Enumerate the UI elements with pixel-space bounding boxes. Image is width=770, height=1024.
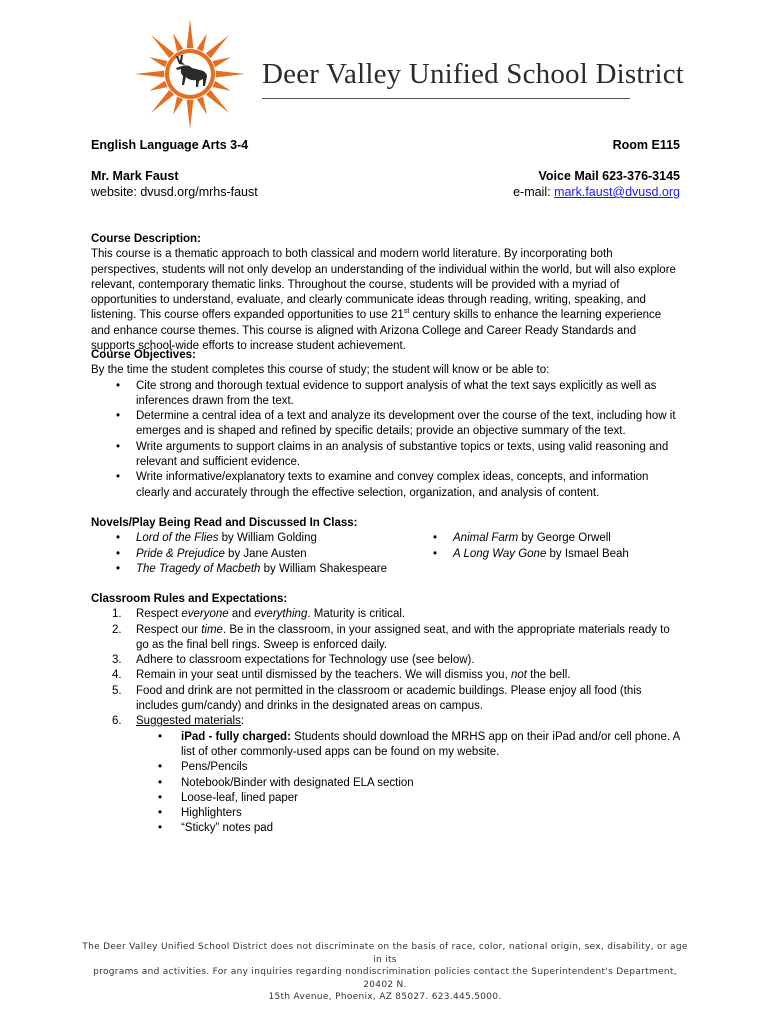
list-item: 5. Food and drink are not permitted in the classroom or academic buildings. Please enjoy all food (this includes gum/candy) and drinks in the designated areas on campus.	[112, 684, 642, 713]
sun-ray	[173, 33, 183, 51]
district-logo-icon	[134, 18, 246, 130]
rules-section	[91, 592, 681, 837]
teacher-name: Mr. Mark Faust	[91, 169, 179, 183]
novels-list-left	[91, 531, 408, 577]
sun-ray	[206, 90, 229, 113]
list-item: • Pens/Pencils	[136, 760, 681, 775]
list-item: • Write arguments to support claims in an analysis of substantive topics or texts, using valid reasoning and relevant and sufficient evidence.	[91, 440, 681, 471]
course-description-heading: Course Description:	[91, 233, 201, 245]
course-description-section	[91, 232, 681, 354]
footer-line: The Deer Valley Unified School District does not discriminate on the basis of race, color, national origin, sex, disability, or age in its	[82, 942, 688, 965]
sun-ray	[213, 81, 231, 91]
sun-ray	[216, 71, 245, 78]
list-item: • iPad - fully charged: Students should download the MRHS app on their iPad and/or cell phone. A list of other commonly-used apps can be found on my website.	[136, 730, 681, 761]
novels-list-right	[408, 531, 629, 577]
course-title: English Language Arts 3-4	[91, 138, 249, 152]
sun-ray	[173, 97, 183, 115]
course-objectives-intro: By the time the student completes this course of study; the student will know or be able to:	[91, 364, 550, 377]
list-item: • Animal Farm by George Orwell	[408, 531, 629, 546]
novels-section	[91, 516, 681, 577]
list-item: • “Sticky” notes pad	[136, 821, 681, 836]
list-item: 2. Respect our time. Be in the classroom, in your assigned seat, and with the appropriate materials ready to go as the final bell rings. Sweep is enforced daily.	[112, 623, 670, 651]
list-item: • The Tragedy of Macbeth by William Shakespeare	[91, 562, 408, 577]
sun-ray	[149, 81, 167, 91]
list-item: • Determine a central idea of a text and analyze its development over the course of the text, including how it emerges and is shaped and refined by specific details; provide an objective summary of the text.	[91, 409, 681, 440]
sun-ray	[197, 97, 207, 115]
novels-heading: Novels/Play Being Read and Discussed In Class:	[91, 517, 358, 529]
sun-ray	[206, 35, 229, 58]
sun-ray	[187, 19, 194, 48]
sun-ray	[197, 33, 207, 51]
list-item: • Highlighters	[136, 806, 681, 821]
sun-ray	[187, 100, 194, 129]
footer-line: programs and activities. For any inquiries regarding nondiscrimination policies contact the Superintendent's Department, 20402 N.	[93, 967, 677, 990]
sun-ray	[151, 35, 174, 58]
sun-ray	[151, 90, 174, 113]
list-item: 3. Adhere to classroom expectations for Technology use (see below).	[112, 654, 475, 667]
list-item: • Loose-leaf, lined paper	[136, 791, 681, 806]
district-name: Deer Valley Unified School District	[262, 58, 685, 90]
course-description-text: This course is a thematic approach to both classical and modern world literature. By incorporating both perspectives, students will not only develop an understanding of the individual within the world, but will also explore relevant, contemporary thematic links. Throughout the course, students will be provided with a myriad of opportunities to understand, evaluate, and clearly communicate ideas through reading, writing, speaking, and listening. This course offers expanded opportunities to use 21st century skills to enhance the learning experience and enhance course themes. This course is aligned with Arizona College and Career Ready Standards and supports school-wide efforts to increase student achievement.	[91, 248, 676, 353]
sun-ray	[149, 57, 167, 67]
course-objectives-heading: Course Objectives:	[91, 349, 196, 361]
email-line	[513, 185, 680, 199]
list-item: • Lord of the Flies by William Golding	[91, 531, 408, 546]
footer-line: 15th Avenue, Phoenix, AZ 85027. 623.445.5000.	[268, 992, 502, 1002]
objectives-list	[91, 379, 681, 501]
list-item: • A Long Way Gone by Ismael Beah	[408, 547, 629, 562]
list-item: 1. Respect everyone and everything. Maturity is critical.	[112, 608, 406, 621]
list-item: • Pride & Prejudice by Jane Austen	[91, 547, 408, 562]
rules-list	[91, 607, 681, 836]
room-number: Room E115	[612, 138, 680, 152]
teacher-website: website: dvusd.org/mrhs-faust	[91, 185, 258, 199]
sun-ray	[213, 57, 231, 67]
email-label: e-mail:	[513, 185, 555, 199]
voicemail-number: Voice Mail 623-376-3145	[538, 169, 680, 183]
rules-heading: Classroom Rules and Expectations:	[91, 593, 288, 605]
sun-ray	[135, 71, 164, 78]
list-item: • Cite strong and thorough textual evidence to support analysis of what the text says explicitly as well as inferences drawn from the text.	[91, 379, 681, 410]
nondiscrimination-footer	[80, 941, 690, 1004]
list-item: 6. Suggested materials: • iPad - fully charged: Students should download the MRHS app on their iPad and/or cell phone. A list of other commonly-used apps can be found on my website. • Pens/Pencils • Notebook/Binder with designated ELA section • Loose-leaf, lined paper • Highlighters • “Sticky” notes pad	[91, 714, 681, 836]
header-divider	[262, 98, 630, 99]
materials-list	[136, 730, 681, 837]
list-item: 4. Remain in your seat until dismissed by the teachers. We will dismiss you, not the bell.	[112, 669, 571, 682]
list-item: • Write informative/explanatory texts to examine and convey complex ideas, concepts, and information clearly and accurately through the effective selection, organization, and analysis of content.	[91, 470, 681, 501]
course-objectives-section	[91, 348, 681, 501]
email-link[interactable]: mark.faust@dvusd.org	[554, 185, 680, 199]
suggested-materials-label: Suggested materials	[136, 715, 241, 728]
list-item: • Notebook/Binder with designated ELA section	[136, 776, 681, 791]
